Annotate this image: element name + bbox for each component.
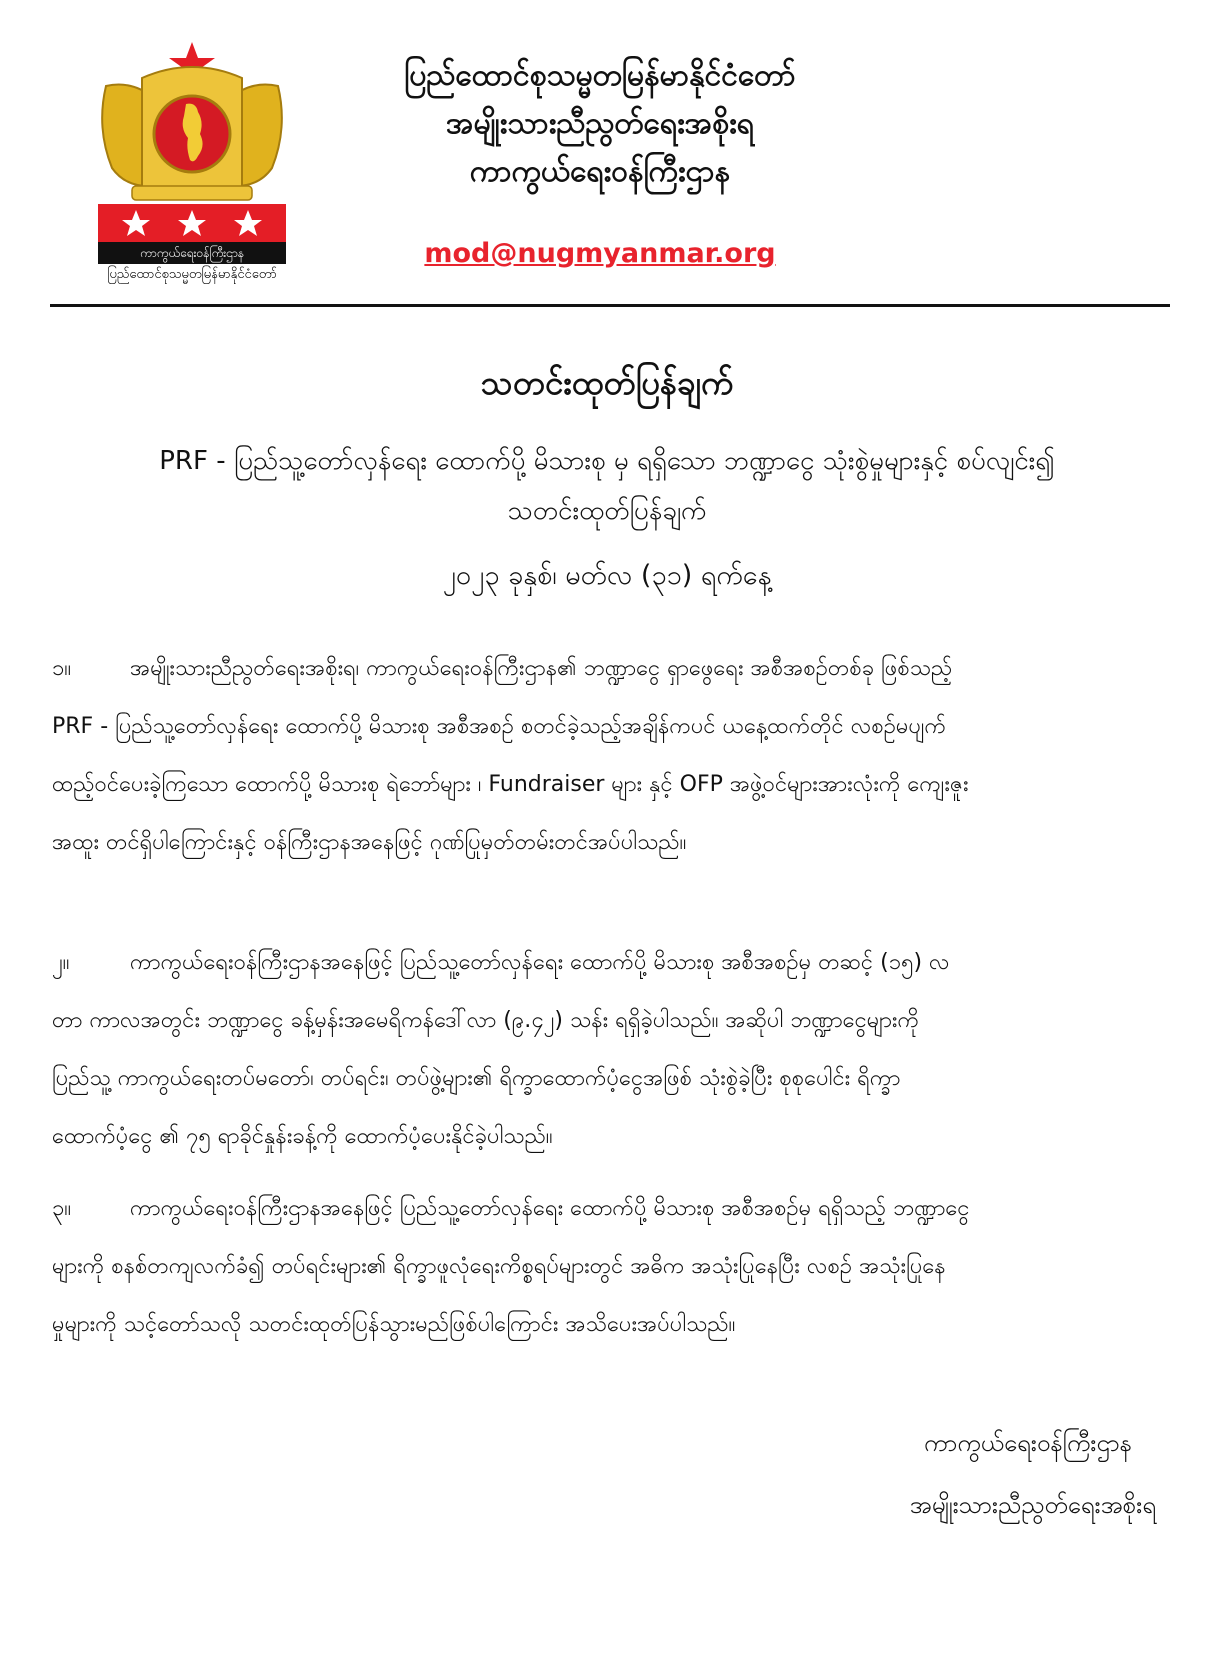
- header-country: ပြည်ထောင်စုသမ္မတမြန်မာနိုင်ငံတော်: [404, 58, 796, 93]
- paragraph-number: ၃။: [52, 1196, 72, 1221]
- paragraph-line: ကာကွယ်ရေးဝန်ကြီးဌာနအနေဖြင့် ပြည်သူ့တော်လှန်ရေး ထောက်ပို့ မိသားစု အစီအစဉ်မှ ရရှိသည့် ဘဏ္ဍာငွေ: [130, 1196, 970, 1221]
- header-ministry: ကာကွယ်ရေးဝန်ကြီးဌာန: [469, 154, 731, 189]
- paragraph-line: အမျိုးသားညီညွတ်ရေးအစိုးရ၊ ကာကွယ်ရေးဝန်ကြီးဌာန၏ ဘဏ္ဍာငွေ ရှာဖွေရေး အစီအစဉ်တစ်ခု ဖြစ်သည့်: [130, 656, 953, 681]
- paragraph-line: ထောက်ပံ့ငွေ ၏ ၇၅ ရာခိုင်နှုန်းခန့်ကို ထောက်ပံ့ပေးနိုင်ခဲ့ပါသည်။: [52, 1124, 553, 1149]
- paragraph-line: များကို စနစ်တကျလက်ခံ၍ တပ်ရင်းများ၏ ရိက္ခာဖူလုံရေးကိစ္စရပ်များတွင် အဓိက အသုံးပြုနေပြီး လစဉ် အသုံးပြုနေ: [52, 1254, 946, 1279]
- paragraph-line: ထည့်ဝင်ပေးခဲ့ကြသော ထောက်ပို့ မိသားစု ရဲဘော်များ ၊ Fundraiser များ နှင့် OFP အဖွဲ့ဝင်များအားလုံးကို ကျေးဇူး: [52, 772, 969, 797]
- contact-email-link[interactable]: mod@nugmyanmar.org: [424, 238, 776, 269]
- document-title: သတင်းထုတ်ပြန်ချက်: [480, 363, 734, 402]
- header-titles: [330, 52, 870, 196]
- subtitle-line-1: PRF - ပြည်သူ့တော်လှန်ရေး ထောက်ပို့ မိသားစု မှ ရရှိသော ဘဏ္ဍာငွေ သုံးစွဲမှုများနှင့် စပ်လျင်း၍: [159, 446, 1055, 476]
- signature-block: [910, 1412, 1156, 1536]
- subtitle-line-2: သတင်းထုတ်ပြန်ချက်: [507, 496, 707, 526]
- crest-emblem-icon: [92, 38, 292, 264]
- paragraph-2: [52, 934, 1164, 1166]
- logo-banner-caption: ကာကွယ်ရေးဝန်ကြီးဌာန: [139, 246, 245, 260]
- signature-ministry: ကာကွယ်ရေးဝန်ကြီးဌာန: [923, 1429, 1132, 1457]
- paragraph-line: ပြည်သူ့ ကာကွယ်ရေးတပ်မတော်၊ တပ်ရင်း၊ တပ်ဖွဲ့များ၏ ရိက္ခာထောက်ပံ့ငွေအဖြစ် သုံးစွဲခဲ့ပြီး စုစုပေါင်း ရိက္ခာ: [52, 1066, 901, 1091]
- paragraph-line: PRF - ပြည်သူ့တော်လှန်ရေး ထောက်ပို့ မိသားစု အစီအစဉ် စတင်ခဲ့သည့်အချိန်ကပင် ယနေ့ထက်တိုင် လစဉ်မပျက်: [52, 714, 947, 739]
- paragraph-number: ၁။: [52, 656, 72, 681]
- header-government: အမျိုးသားညီညွတ်ရေးအစိုးရ: [446, 106, 754, 141]
- ministry-logo: [92, 38, 292, 286]
- paragraph-line: မှုများကို သင့်တော်သလို သတင်းထုတ်ပြန်သွားမည်ဖြစ်ပါကြောင်း အသိပေးအပ်ပါသည်။: [52, 1312, 736, 1337]
- paragraph-line: အထူး တင်ရှိပါကြောင်းနှင့် ဝန်ကြီးဌာနအနေဖြင့် ဂုဏ်ပြုမှတ်တမ်းတင်အပ်ပါသည်။: [52, 830, 687, 855]
- paragraph-3: [52, 1180, 1164, 1354]
- signature-government: အမျိုးသားညီညွတ်ရေးအစိုးရ: [909, 1491, 1156, 1519]
- logo-bottom-caption: ပြည်ထောင်စုသမ္မတမြန်မာနိုင်ငံတော်: [107, 267, 277, 282]
- paragraph-line: ကာကွယ်ရေးဝန်ကြီးဌာနအနေဖြင့် ပြည်သူ့တော်လှန်ရေး ထောက်ပို့ မိသားစု အစီအစဉ်မှ တဆင့် (၁၅) လ: [130, 950, 950, 975]
- paragraph-1: [52, 640, 1164, 872]
- document-date: ၂၀၂၃ ခုနှစ်၊ မတ်လ (၃၁) ရက်နေ့: [442, 560, 772, 591]
- document-subtitle: [60, 436, 1154, 536]
- paragraph-number: ၂။: [52, 950, 70, 975]
- paragraph-line: တာ ကာလအတွင်း ဘဏ္ဍာငွေ ခန့်မှန်းအမေရိကန်ဒေါ်လာ (၉.၄၂) သန်း ရရှိခဲ့ပါသည်။ အဆိုပါ ဘဏ္ဍာငွေများကို: [52, 1008, 919, 1033]
- header-divider: [50, 304, 1170, 307]
